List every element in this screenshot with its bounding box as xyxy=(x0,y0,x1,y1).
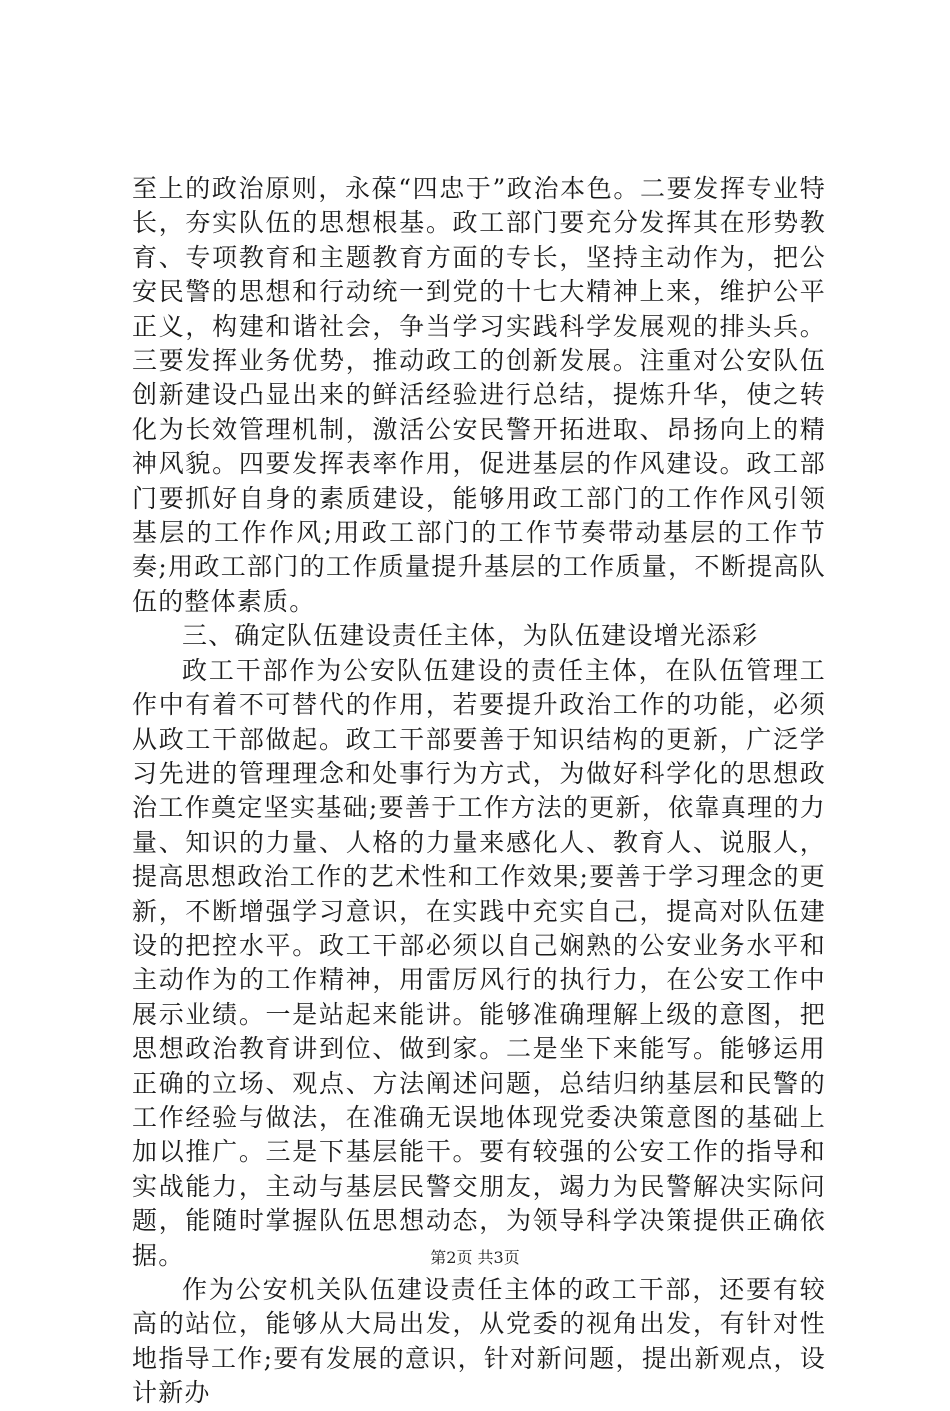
paragraph: 作为公安机关队伍建设责任主体的政工干部，还要有较高的站位，能够从大局出发，从党委的视角出发，有针对性地指导工作;要有发展的意识，针对新问题，提出新观点，设计新办 xyxy=(132,1275,826,1408)
page-number-footer: 第2页 共3页 xyxy=(430,1248,520,1267)
section-heading: 三、确定队伍建设责任主体，为队伍建设增光添彩 xyxy=(182,621,759,651)
paragraph-continuation: 至上的政治原则，永葆“四忠于”政治本色。二要发挥专业特长，夯实队伍的思想根基。政工部门要充分发挥其在形势教育、专项教育和主题教育方面的专长，坚持主动作为，把公安民警的思想和行动统一到党的十七大精神上来，维护公平正义，构建和谐社会，争当学习实践科学发展观的排头兵。三要发挥业务优势，推动政工的创新发展。注重对公安队伍创新建设凸显出来的鲜活经验进行总结，提炼升华，使之转化为长效管理机制，激活公安民警开拓进取、昂扬向上的精神风貌。四要发挥表率作用，促进基层的作风建设。政工部门要抓好自身的素质建设，能够用政工部门的工作作风引领基层的工作作风;用政工部门的工作节奏带动基层的工作节奏;用政工部门的工作质量提升基层的工作质量，不断提高队伍的整体素质。 xyxy=(132,174,826,616)
document-body xyxy=(132,172,826,1411)
paragraph: 政工干部作为公安队伍建设的责任主体，在队伍管理工作中有着不可替代的作用，若要提升政治工作的功能，必须从政工干部做起。政工干部要善于知识结构的更新，广泛学习先进的管理理念和处事行为方式，为做好科学化的思想政治工作奠定坚实基础;要善于工作方法的更新，依靠真理的力量、知识的力量、人格的力量来感化人、教育人、说服人，提高思想政治工作的艺术性和工作效果;要善于学习理念的更新，不断增强学习意识，在实践中充实自己，提高对队伍建设的把控水平。政工干部必须以自己娴熟的公安业务水平和主动作为的工作精神，用雷厉风行的执行力，在公安工作中展示业绩。一是站起来能讲。能够准确理解上级的意图，把思想政治教育讲到位、做到家。二是坐下来能写。能够运用正确的立场、观点、方法阐述问题，总结归纳基层和民警的工作经验与做法，在准确无误地体现党委决策意图的基础上加以推广。三是下基层能干。要有较强的公安工作的指导和实战能力，主动与基层民警交朋友，竭力为民警解决实际问题，能随时掌握队伍思想动态，为领导科学决策提供正确依据。 xyxy=(132,655,826,1270)
